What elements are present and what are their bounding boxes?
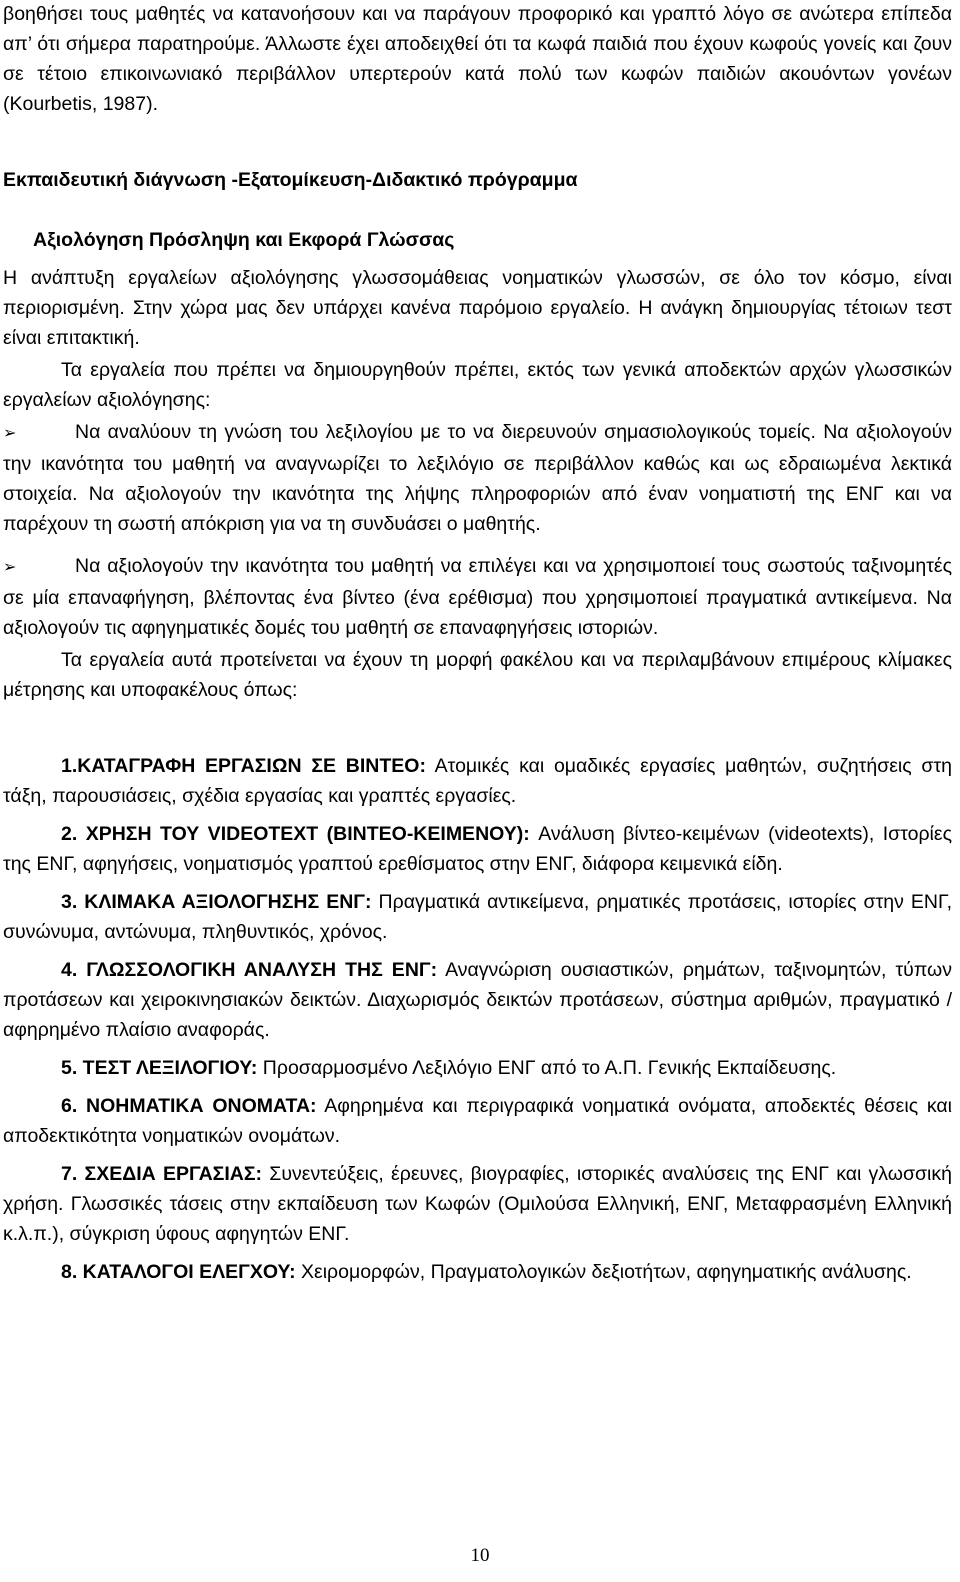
page-number: 10 — [470, 1545, 490, 1566]
bullet-item-text: Να αναλύουν τη γνώση του λεξιλογίου με το να διερευνούν σημασιολογικούς τομείς. Να αξιολογούν την ικανότητα του μαθητή να αναγνωρίζει το λεξιλόγιο σε περιβάλλον καθώς και ως εδραιωμένα λεκτικά στοιχεία. Να αξιολογούν την ικανότητα της λήψης πληροφοριών από έναν νοηματιστή της ΕΝΓ και να παρέχουν τη σωστή απόκριση για να τη συνδυάσει ο μαθητής. — [3, 421, 952, 535]
list-item — [3, 819, 952, 879]
bullet-item-classifiers — [3, 551, 952, 643]
paragraph-tools-portfolio: Τα εργαλεία αυτά προτείνεται να έχουν τη μορφή φακέλου και να περιλαμβάνουν επιμέρους κλίμακες μέτρησης και υποφακέλους όπως: — [3, 649, 952, 701]
portfolio-list — [3, 751, 952, 1287]
list-item — [3, 1257, 952, 1287]
list-item — [3, 1159, 952, 1249]
list-item-text: Χειρομορφών, Πραγματολογικών δεξιοτήτων, αφηγηματικής ανάλυσης. — [295, 1261, 912, 1283]
list-item — [3, 751, 952, 811]
list-item-text: Αφηρημένα και περιγραφικά νοηματικά ονόματα, αποδεκτές θέσεις και αποδεκτικότητα νοηματικών ονομάτων. — [3, 1095, 952, 1147]
list-item-text: Πραγματικά αντικείμενα, ρηματικές προτάσεις, ιστορίες στην ΕΝΓ, συνώνυμα, αντώνυμα, πληθυντικός, χρόνος. — [3, 891, 952, 943]
list-item — [3, 887, 952, 947]
list-item-text: Ανάλυση βίντεο-κειμένων (videotexts), Ιστορίες της ΕΝΓ, αφηγήσεις, νοηματισμός γραπτού ερεθίσματος στην ΕΝΓ, διάφορα κειμενικά είδη. — [3, 823, 952, 875]
list-item-title: 1.ΚΑΤΑΓΡΑΦΗ ΕΡΓΑΣΙΩΝ ΣΕ ΒΙΝΤΕΟ: — [61, 755, 426, 777]
list-item-title: 7. ΣΧΕΔΙΑ ΕΡΓΑΣΙΑΣ: — [61, 1163, 263, 1185]
list-item-title: 8. ΚΑΤΑΛΟΓΟΙ ΕΛΕΓΧΟΥ: — [61, 1261, 296, 1283]
list-item-text: Αναγνώριση ουσιαστικών, ρημάτων, ταξινομητών, τύπων προτάσεων και χειροκινησιακών δεικτών. Διαχωρισμός δεικτών προτάσεων, σύστημα αριθμών, πραγματικό /αφηρημένο πλαίσιο αναφοράς. — [3, 959, 952, 1041]
bullet-item-vocabulary — [3, 417, 952, 539]
list-item — [3, 1091, 952, 1151]
list-item-title: 5. ΤΕΣΤ ΛΕΞΙΛΟΓΙΟΥ: — [61, 1057, 258, 1079]
section-heading: Εκπαιδευτική διάγνωση -Εξατομίκευση-Διδακτικό πρόγραμμα — [3, 169, 578, 191]
list-item-text: Ατομικές και ομαδικές εργασίες μαθητών, συζητήσεις στη τάξη, παρουσιάσεις, σχέδια εργασίας και γραπτές εργασίες. — [3, 755, 953, 807]
list-item-text: Προσαρμοσμένο Λεξιλόγιο ΕΝΓ από το Α.Π. Γενικής Εκπαίδευσης. — [257, 1057, 837, 1079]
list-item — [3, 955, 952, 1045]
paragraph-tools-requirements: Τα εργαλεία που πρέπει να δημιουργηθούν πρέπει, εκτός των γενικά αποδεκτών αρχών γλωσσικών εργαλείων αξιολόγησης: — [3, 359, 952, 411]
list-item-title: 3. ΚΛΙΜΑΚΑ ΑΞΙΟΛΟΓΗΣΗΣ ΕΝΓ: — [61, 891, 372, 913]
bullet-item-text: Να αξιολογούν την ικανότητα του μαθητή να επιλέγει και να χρησιμοποιεί τους σωστούς ταξινομητές σε μία επαναφήγηση, βλέποντας ένα βίντεο (ένα ερέθισμα) που χρησιμοποιεί πραγματικά αντικείμενα. Να αξιολογούν τις αφηγηματικές δομές του μαθητή σε επαναφηγήσεις ιστοριών. — [3, 555, 952, 639]
section-subheading: Αξιολόγηση Πρόσληψη και Εκφορά Γλώσσας — [33, 229, 455, 251]
paragraph-tools-development: Η ανάπτυξη εργαλείων αξιολόγησης γλωσσομάθειας νοηματικών γλωσσών, σε όλο τον κόσμο, είναι περιορισμένη. Στην χώρα μας δεν υπάρχει κανένα παρόμοιο εργαλείο. Η ανάγκη δημιουργίας τέτοιων τεστ είναι επιτακτική. — [3, 267, 952, 349]
bullet-arrow-icon: ➢ — [3, 559, 17, 576]
list-item-title: 2. ΧΡΗΣΗ ΤΟΥ VIDEOTEXT (ΒΙΝΤΕΟ-ΚΕΙΜΕΝΟΥ): — [61, 823, 530, 845]
list-item-text: Συνεντεύξεις, έρευνες, βιογραφίες, ιστορικές αναλύσεις της ΕΝΓ και γλωσσική χρήση. Γλωσσικές τάσεις στην εκπαίδευση των Κωφών (Ομιλούσα Ελληνική, ΕΝΓ, Μεταφρασμένη Ελληνική κ.λ.π.), σύγκριση ύφους αφηγητών ΕΝΓ. — [3, 1163, 952, 1245]
bullet-arrow-icon: ➢ — [3, 425, 17, 442]
list-item-title: 4. ΓΛΩΣΣΟΛΟΓΙΚΗ ΑΝΑΛΥΣΗ ΤΗΣ ΕΝΓ: — [61, 959, 438, 981]
intro-paragraph: βοηθήσει τους μαθητές να κατανοήσουν και να παράγουν προφορικό και γραπτό λόγο σε ανώτερα επίπεδα απ’ ότι σήμερα παρατηρούμε. Άλλωστε έχει αποδειχθεί ότι τα κωφά παιδιά που έχουν κωφούς γονείς και ζουν σε τέτοιο επικοινωνιακό περιβάλλον υπερτερούν κατά πολύ των κωφών παιδιών ακουόντων γονέων (Kourbetis, 1987). — [3, 3, 952, 115]
list-item — [3, 1053, 952, 1083]
list-item-title: 6. ΝΟΗΜΑΤΙΚΑ ΟΝΟΜΑΤΑ: — [61, 1095, 317, 1117]
